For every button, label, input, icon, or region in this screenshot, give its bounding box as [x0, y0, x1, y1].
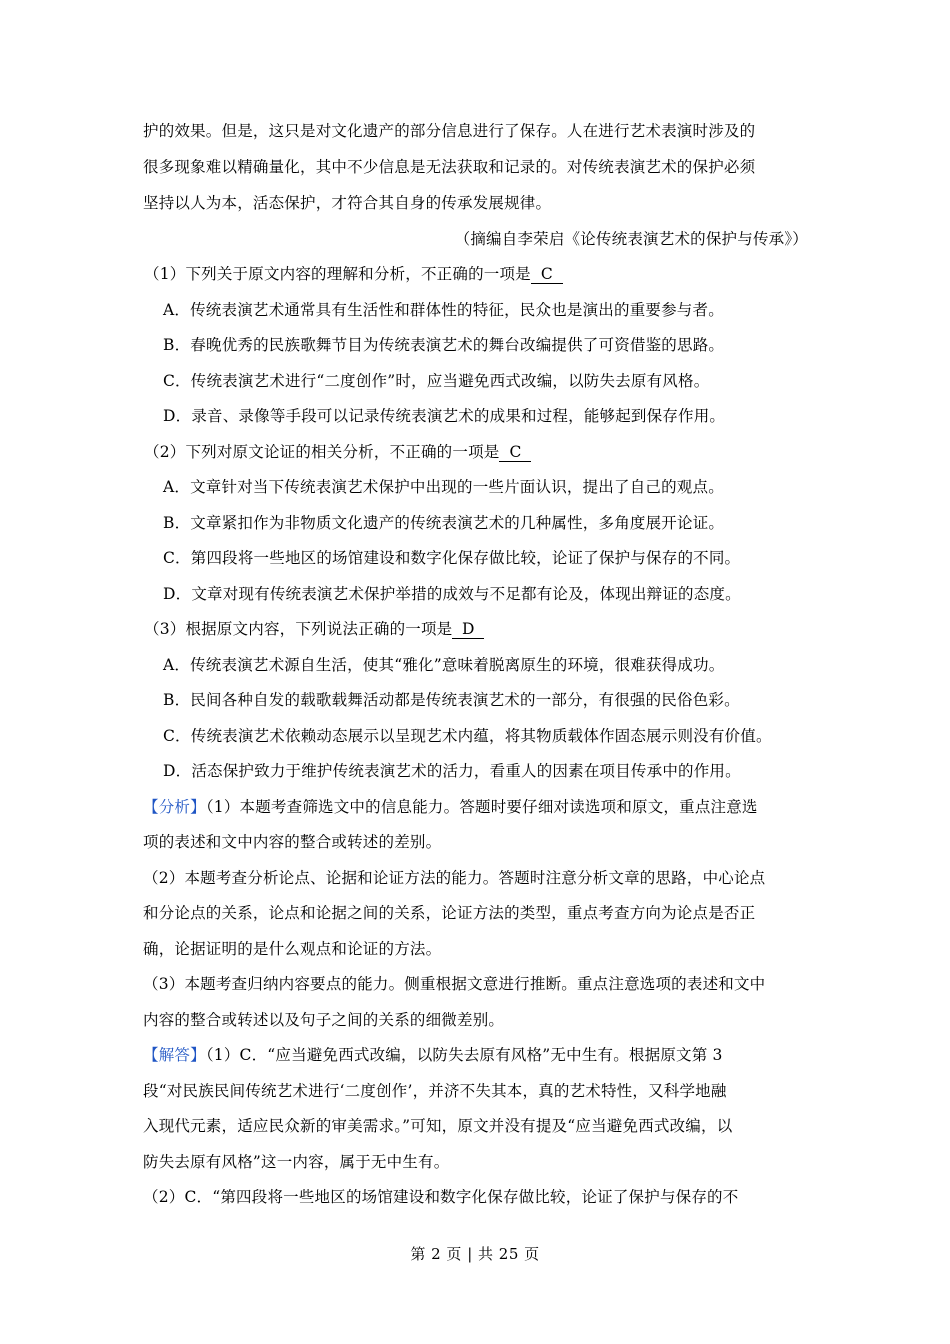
solution-text: （1）C．“应当避免西式改编，以防失去原有风格”无中生有。根据原文第 3 [205, 1046, 723, 1064]
passage-source: （摘编自李荣启《论传统表演艺术的保护与传承》） [454, 230, 808, 248]
answer-blank-1: C [531, 265, 563, 284]
question-stem-text: （1）下列关于原文内容的理解和分析，不正确的一项是 [144, 265, 531, 283]
question-stem-text: （2）下列对原文论证的相关分析，不正确的一项是 [144, 442, 500, 461]
solution-line: （2）C．“第四段将一些地区的场馆建设和数字化保存做比较，论证了保护与保存的不 [143, 1188, 739, 1206]
answer-blank-2: C [499, 443, 531, 462]
option-1b: B．春晚优秀的民族歌舞节目为传统表演艺术的舞台改编提供了可资借鉴的思路。 [163, 336, 725, 354]
passage-line: 护的效果。但是，这只是对文化遗产的部分信息进行了保存。人在进行艺术表演时涉及的 [143, 122, 756, 140]
analysis-line: （3）本题考查归纳内容要点的能力。侧重根据文意进行推断。重点注意选项的表述和文中 [143, 975, 766, 993]
question-stem-3 [143, 612, 810, 648]
analysis-line: 确，论据证明的是什么观点和论证的方法。 [143, 939, 442, 958]
question-stem-1 [143, 257, 810, 293]
analysis-line: 项的表述和文中内容的整合或转述的差别。 [143, 833, 442, 851]
question-stem-text: （3）根据原文内容，下列说法正确的一项是 [144, 620, 453, 638]
passage-line: 很多现象难以精确量化，其中不少信息是无法获取和记录的。对传统表演艺术的保护必须 [143, 158, 756, 176]
option-1c: C．传统表演艺术进行“二度创作”时，应当避免西式改编，以防失去原有风格。 [163, 371, 710, 390]
option-1d: D．录音、录像等手段可以记录传统表演艺术的成果和过程，能够起到保存作用。 [163, 407, 726, 425]
option-3d: D．活态保护致力于维护传统表演艺术的活力，看重人的因素在项目传承中的作用。 [163, 762, 741, 780]
passage-line: 坚持以人为本，活态保护，才符合其自身的传承发展规律。 [143, 194, 552, 212]
option-3c: C．传统表演艺术依赖动态展示以呈现艺术内蕴，将其物质载体作固态展示则没有价值。 [163, 726, 772, 745]
solution-first-line [143, 1038, 810, 1074]
option-3a: A．传统表演艺术源自生活，使其“雅化”意味着脱离原生的环境，很难获得成功。 [163, 655, 725, 674]
option-3b: B．民间各种自发的载歌载舞活动都是传统表演艺术的一部分，有很强的民俗色彩。 [163, 691, 740, 709]
solution-tag: 【解答】 [143, 1046, 206, 1064]
option-2c: C．第四段将一些地区的场馆建设和数字化保存做比较，论证了保护与保存的不同。 [163, 549, 741, 567]
question-stem-2 [143, 435, 810, 471]
analysis-line: （2）本题考查分析论点、论据和论证方法的能力。答题时注意分析文章的思路，中心论点 [143, 868, 766, 887]
analysis-line: 和分论点的关系，论点和论据之间的关系，论证方法的类型，重点考查方向为论点是否正 [143, 904, 756, 922]
option-2d: D．文章对现有传统表演艺术保护举措的成效与不足都有论及，体现出辩证的态度。 [163, 584, 741, 603]
page-content [143, 113, 810, 1216]
solution-line: 入现代元素，适应民众新的审美需求。”可知，原文并没有提及“应当避免西式改编，以 [143, 1117, 733, 1135]
solution-line: 段“对民族民间传统艺术进行‘二度创作’，并济不失其本，真的艺术特性，又科学地融 [143, 1081, 727, 1100]
solution-line: 防失去原有风格”这一内容，属于无中生有。 [143, 1152, 450, 1171]
analysis-first-line [143, 790, 810, 826]
option-2b: B．文章紧扣作为非物质文化遗产的传统表演艺术的几种属性，多角度展开论证。 [163, 513, 725, 532]
option-2a: A．文章针对当下传统表演艺术保护中出现的一些片面认识，提出了自己的观点。 [163, 478, 724, 496]
option-1a: A．传统表演艺术通常具有生活性和群体性的特征，民众也是演出的重要参与者。 [163, 300, 724, 319]
analysis-text: （1）本题考查筛选文中的信息能力。答题时要仔细对读选项和原文，重点注意选 [205, 797, 758, 816]
analysis-line: 内容的整合或转述以及句子之间的关系的细微差别。 [143, 1010, 505, 1029]
page-footer: 第 2 页 | 共 25 页 [410, 1245, 540, 1263]
answer-blank-3: D [452, 620, 484, 639]
analysis-tag: 【分析】 [143, 797, 206, 816]
